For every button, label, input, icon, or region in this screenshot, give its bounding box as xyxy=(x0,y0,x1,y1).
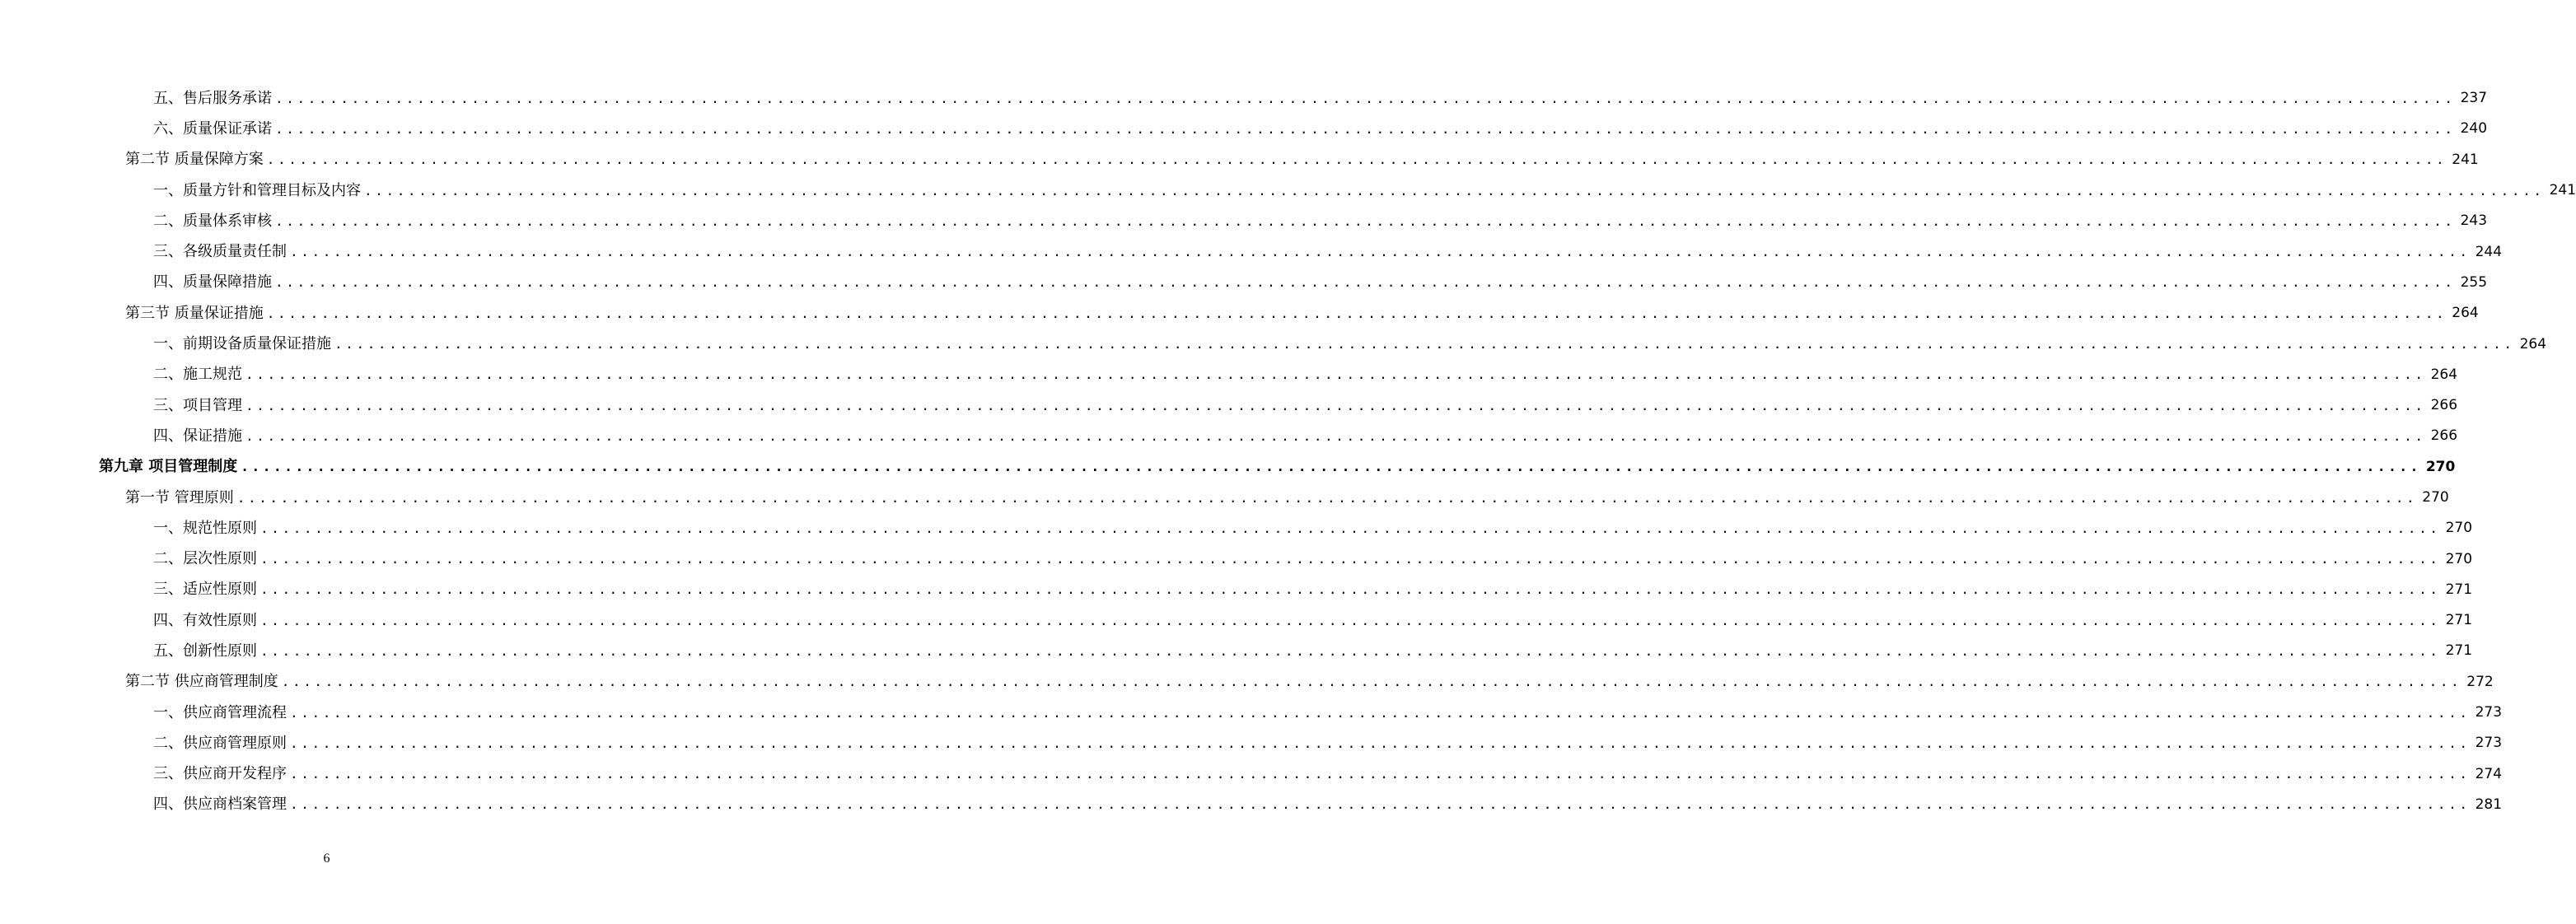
toc-entry-label: 第二节 质量保障方案 xyxy=(125,151,264,169)
dot-leader: ........................................................................................................................................................................................................ xyxy=(275,120,2456,137)
toc-entry-label: 四、有效性原则 xyxy=(153,611,257,629)
toc-section-entry[interactable] xyxy=(0,145,2479,175)
dot-leader: ........................................................................................................................................................................................................ xyxy=(260,581,2441,598)
dot-leader: ........................................................................................................................................................................................................ xyxy=(260,520,2441,536)
toc-entry-label: 四、质量保障措施 xyxy=(153,273,272,292)
dot-leader: ........................................................................................................................................................................................................ xyxy=(275,212,2456,229)
toc-subsection-entry[interactable] xyxy=(0,114,2488,144)
toc-entry-label: 第二节 供应商管理制度 xyxy=(125,673,278,691)
toc-subsection-entry[interactable] xyxy=(0,728,2503,758)
dot-leader: ........................................................................................................................................................................................................ xyxy=(290,704,2471,721)
toc-entry-page-number: 264 xyxy=(2519,335,2547,352)
toc-entry-page-number: 271 xyxy=(2445,642,2473,660)
toc-entry-page-number: 241 xyxy=(2452,151,2479,168)
toc-subsection-entry[interactable] xyxy=(0,698,2503,728)
toc-entry-label: 五、售后服务承诺 xyxy=(153,89,272,107)
toc-subsection-entry[interactable] xyxy=(0,360,2458,390)
dot-leader: ........................................................................................................................................................................................................ xyxy=(290,766,2471,782)
toc-subsection-entry[interactable] xyxy=(0,206,2488,236)
dot-leader: ........................................................................................................................................................................................................ xyxy=(245,366,2426,383)
toc-subsection-entry[interactable] xyxy=(0,575,2473,605)
toc-subsection-entry[interactable] xyxy=(0,513,2473,544)
toc-entry-label: 二、质量体系审核 xyxy=(153,212,272,230)
toc-entry-label: 四、保证措施 xyxy=(153,427,242,445)
dot-leader: ........................................................................................................................................................................................................ xyxy=(290,735,2471,751)
toc-entry-label: 三、项目管理 xyxy=(153,396,242,414)
dot-leader: ........................................................................................................................................................................................................ xyxy=(260,551,2441,567)
toc-entry-label: 二、层次性原则 xyxy=(153,550,257,568)
toc-entry-page-number: 264 xyxy=(2430,366,2458,383)
toc-subsection-entry[interactable] xyxy=(0,236,2503,267)
dot-leader: ........................................................................................................................................................................................................ xyxy=(364,182,2545,198)
toc-subsection-entry[interactable] xyxy=(0,329,2547,359)
toc-entry-page-number: 271 xyxy=(2445,612,2473,629)
toc-subsection-entry[interactable] xyxy=(0,636,2473,666)
toc-entry-page-number: 270 xyxy=(2445,520,2473,537)
toc-entry-label: 第三节 质量保证措施 xyxy=(125,304,264,322)
toc-entry-page-number: 270 xyxy=(2445,550,2473,567)
toc-entry-page-number: 270 xyxy=(2422,489,2449,506)
toc-entry-label: 三、适应性原则 xyxy=(153,581,257,599)
toc-entry-label: 五、创新性原则 xyxy=(153,642,257,660)
toc-entry-label: 二、供应商管理原则 xyxy=(153,734,287,752)
toc-entry-label: 六、质量保证承诺 xyxy=(153,119,272,138)
table-of-contents xyxy=(0,83,2576,820)
dot-leader: ........................................................................................................................................................................................................ xyxy=(245,397,2426,413)
toc-entry-label: 一、规范性原则 xyxy=(153,519,257,537)
toc-entry-label: 一、质量方针和管理目标及内容 xyxy=(153,181,361,199)
toc-entry-page-number: 241 xyxy=(2549,182,2576,199)
dot-leader: ........................................................................................................................................................................................................ xyxy=(241,459,2421,475)
dot-leader: ........................................................................................................................................................................................................ xyxy=(275,90,2456,106)
toc-subsection-entry[interactable] xyxy=(0,175,2576,206)
toc-entry-page-number: 270 xyxy=(2425,458,2456,475)
dot-leader: ........................................................................................................................................................................................................ xyxy=(266,305,2447,321)
toc-chapter-entry[interactable] xyxy=(0,452,2456,483)
toc-entry-label: 一、前期设备质量保证措施 xyxy=(153,335,331,353)
toc-entry-label: 三、各级质量责任制 xyxy=(153,243,287,261)
toc-subsection-entry[interactable] xyxy=(0,421,2458,451)
toc-entry-page-number: 266 xyxy=(2430,397,2458,414)
dot-leader: ........................................................................................................................................................................................................ xyxy=(334,336,2515,352)
toc-entry-label: 第一节 管理原则 xyxy=(125,488,234,506)
toc-subsection-entry[interactable] xyxy=(0,790,2503,820)
toc-subsection-entry[interactable] xyxy=(0,390,2458,421)
toc-subsection-entry[interactable] xyxy=(0,605,2473,636)
toc-subsection-entry[interactable] xyxy=(0,83,2488,114)
toc-entry-label: 第九章 项目管理制度 xyxy=(99,458,238,476)
toc-entry-page-number: 274 xyxy=(2475,765,2503,782)
toc-subsection-entry[interactable] xyxy=(0,759,2503,790)
toc-entry-page-number: 272 xyxy=(2466,673,2494,690)
dot-leader: ........................................................................................................................................................................................................ xyxy=(260,612,2441,628)
toc-subsection-entry[interactable] xyxy=(0,544,2473,574)
toc-entry-page-number: 240 xyxy=(2460,120,2488,138)
dot-leader: ........................................................................................................................................................................................................ xyxy=(266,152,2447,168)
toc-section-entry[interactable] xyxy=(0,298,2479,329)
toc-section-entry[interactable] xyxy=(0,667,2494,698)
toc-entry-page-number: 281 xyxy=(2475,796,2503,813)
toc-entry-label: 四、供应商档案管理 xyxy=(153,796,287,814)
page-number: 6 xyxy=(323,852,330,866)
toc-entry-page-number: 264 xyxy=(2452,305,2479,322)
dot-leader: ........................................................................................................................................................................................................ xyxy=(281,674,2462,690)
dot-leader: ........................................................................................................................................................................................................ xyxy=(290,244,2471,260)
toc-entry-page-number: 271 xyxy=(2445,581,2473,598)
toc-entry-label: 一、供应商管理流程 xyxy=(153,703,287,721)
dot-leader: ........................................................................................................................................................................................................ xyxy=(260,642,2441,659)
dot-leader: ........................................................................................................................................................................................................ xyxy=(236,489,2418,506)
toc-entry-page-number: 273 xyxy=(2475,735,2503,752)
toc-entry-page-number: 244 xyxy=(2475,243,2503,260)
toc-entry-page-number: 266 xyxy=(2430,427,2458,445)
toc-entry-page-number: 237 xyxy=(2460,90,2488,107)
dot-leader: ........................................................................................................................................................................................................ xyxy=(290,796,2471,813)
toc-entry-page-number: 273 xyxy=(2475,704,2503,721)
toc-entry-page-number: 255 xyxy=(2460,273,2488,291)
dot-leader: ........................................................................................................................................................................................................ xyxy=(245,427,2426,444)
toc-entry-label: 二、施工规范 xyxy=(153,366,242,384)
toc-section-entry[interactable] xyxy=(0,483,2449,513)
toc-subsection-entry[interactable] xyxy=(0,268,2488,298)
dot-leader: ........................................................................................................................................................................................................ xyxy=(275,274,2456,291)
toc-entry-label: 三、供应商开发程序 xyxy=(153,765,287,783)
toc-entry-page-number: 243 xyxy=(2460,212,2488,230)
